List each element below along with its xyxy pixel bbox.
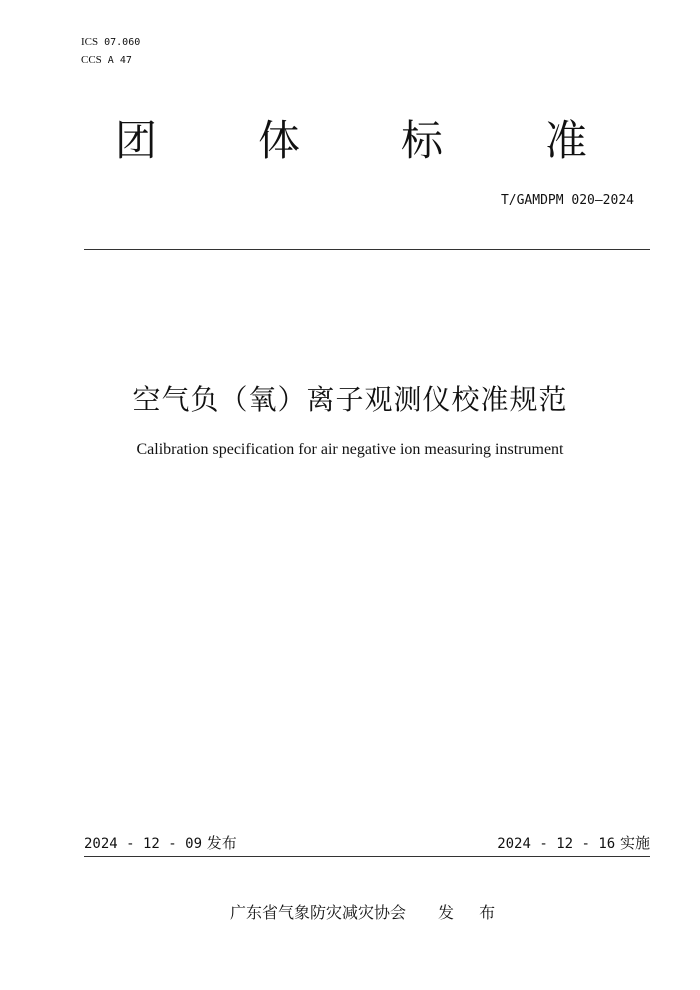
ccs-code <box>81 53 132 68</box>
title-english: Calibration specification for air negative ion measuring instrument <box>136 441 564 458</box>
top-divider <box>84 249 650 250</box>
ccs-label: CCS <box>81 54 102 66</box>
publisher-organization: 广东省气象防灾减灾协会 <box>230 903 407 922</box>
ics-code <box>81 35 140 50</box>
bottom-divider <box>84 856 650 857</box>
publish-action: 发 布 <box>438 903 506 922</box>
ccs-value: A 47 <box>107 55 132 66</box>
effective-date <box>497 833 650 854</box>
issue-date-value: 2024 - 12 - 09 <box>84 836 203 852</box>
header-char-ti: 体 <box>258 116 301 165</box>
issue-date <box>84 833 237 854</box>
header-char-tuan: 团 <box>115 116 158 165</box>
effective-date-value: 2024 - 12 - 16 <box>497 836 616 852</box>
ics-value: 07.060 <box>104 37 141 48</box>
effective-date-label: 实施 <box>619 834 650 852</box>
header-char-zhun: 准 <box>545 116 588 165</box>
ics-label: ICS <box>81 36 99 48</box>
header-char-biao: 标 <box>401 116 444 165</box>
issue-date-label: 发布 <box>206 834 237 852</box>
title-chinese: 空气负（氧）离子观测仪校准规范 <box>132 383 568 416</box>
standard-number: T/GAMDPM 020—2024 <box>500 193 634 208</box>
publisher-line <box>230 902 505 924</box>
